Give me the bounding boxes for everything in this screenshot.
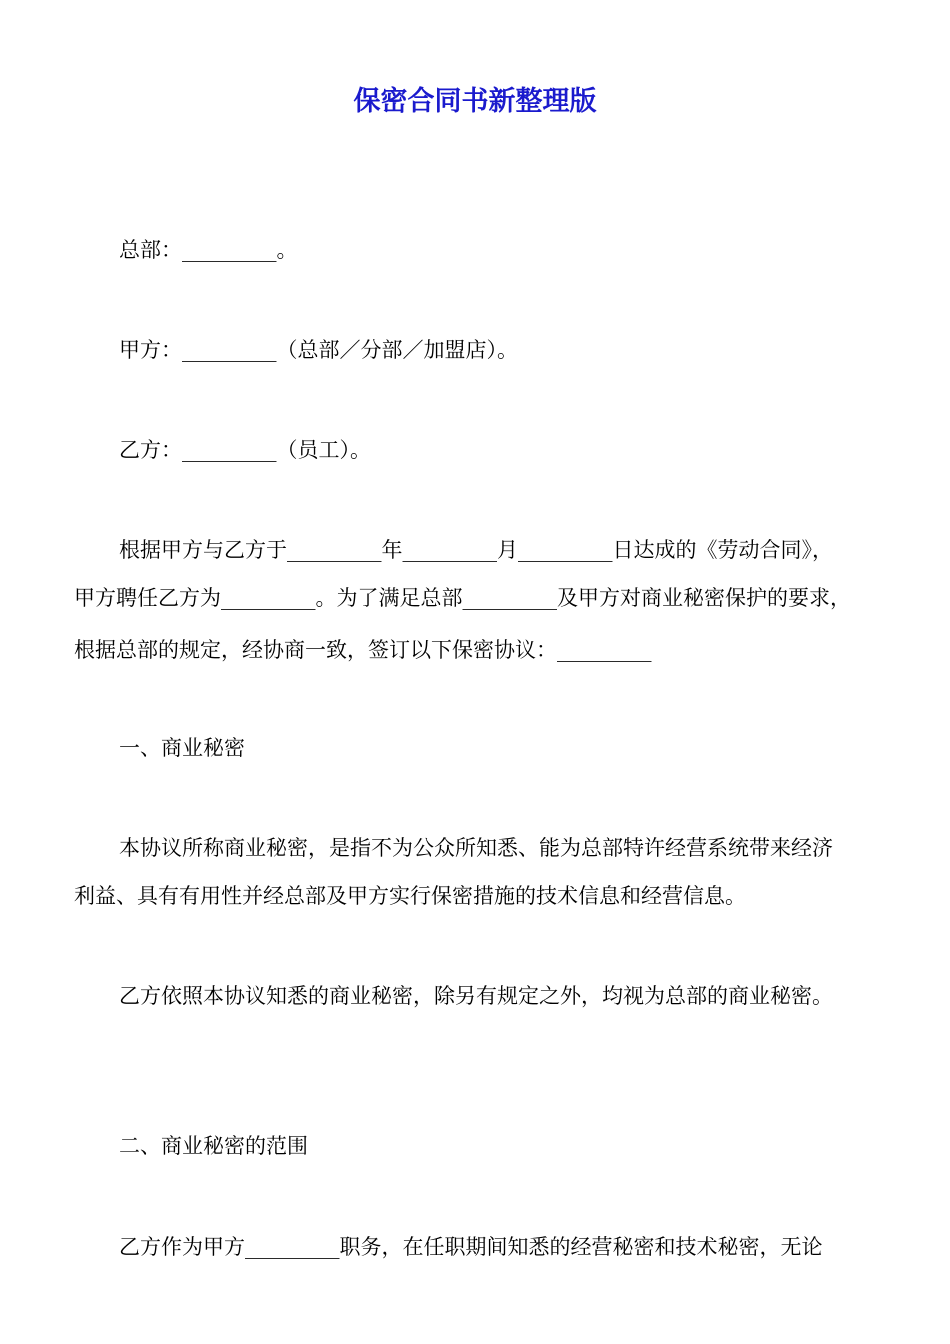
party-a-line: 甲方：_________（总部／分部／加盟店）。 [119,338,518,362]
preamble-line-2: 甲方聘任乙方为_________。为了满足总部_________及甲方对商业秘密保护的要求， [74,586,851,610]
section-2-para-1-line-1: 乙方作为甲方_________职务，在任职期间知悉的经营秘密和技术秘密，无论 [119,1235,823,1259]
preamble-line-1: 根据甲方与乙方于_________年_________月_________日达成的《劳动合同》， [119,538,833,562]
page-title: 保密合同书新整理版 [353,86,597,117]
preamble-line-3: 根据总部的规定，经协商一致，签订以下保密协议：_________ [74,638,652,662]
section-2-heading: 二、商业秘密的范围 [119,1134,308,1158]
section-1-para-1-line-1: 本协议所称商业秘密，是指不为公众所知悉、能为总部特许经营系统带来经济 [119,836,833,860]
section-1-heading: 一、商业秘密 [119,736,245,760]
headquarters-line: 总部：_________。 [119,238,298,262]
party-b-line: 乙方：_________（员工）。 [119,438,371,462]
section-1-para-1-line-2: 利益、具有有用性并经总部及甲方实行保密措施的技术信息和经营信息。 [74,884,746,908]
section-1-para-2: 乙方依照本协议知悉的商业秘密，除另有规定之外，均视为总部的商业秘密。 [119,984,833,1008]
